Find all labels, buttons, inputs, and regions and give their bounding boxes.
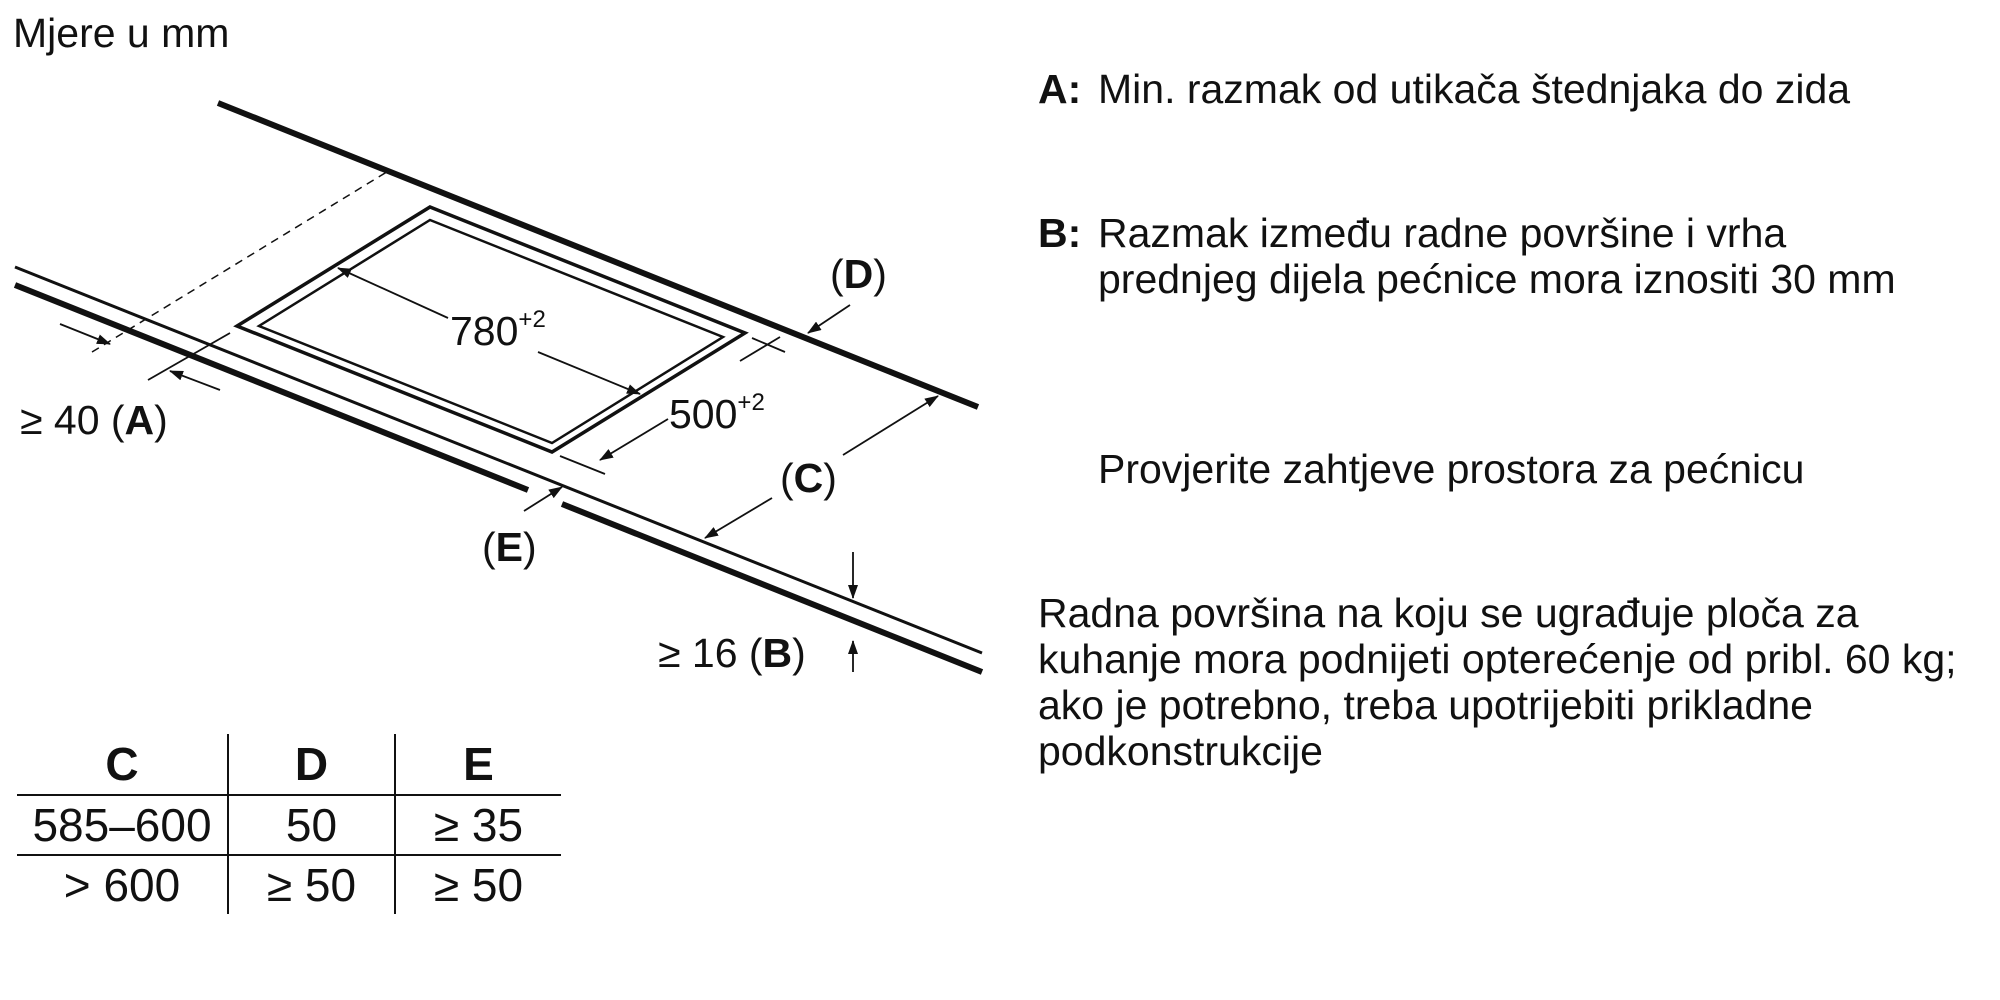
table-header-e: E [395, 734, 561, 795]
note-a [1038, 66, 1988, 112]
label-C: (C) [780, 455, 837, 501]
label-E: (E) [482, 524, 537, 570]
label-D: (D) [830, 251, 887, 297]
note-b-label: B: [1038, 210, 1082, 256]
table-cell: ≥ 50 [395, 855, 561, 914]
note-b-text: Razmak između radne površine i vrha prednjeg dijela pećnice mora iznositi 30 mm [1098, 210, 1896, 302]
note-oven-check [1038, 446, 1988, 492]
dim-A-tick-bottom [170, 371, 220, 390]
dim-780-label: $780^{+2}$ [450, 306, 546, 354]
dim-780-line-right [538, 352, 640, 394]
note-b [1038, 210, 1988, 302]
note-worktop-load [1038, 590, 1988, 774]
units-label: Mjere u mm [13, 10, 230, 56]
table-row [17, 855, 561, 914]
dim-C-line-upper [843, 396, 938, 455]
dim-E-arrow [524, 487, 562, 511]
table-cell: ≥ 50 [228, 855, 395, 914]
note-a-label: A: [1038, 66, 1082, 112]
table-cell: ≥ 35 [395, 795, 561, 855]
dim-C-line-lower [705, 498, 772, 538]
dimension-table [17, 734, 561, 914]
table-header-row [17, 734, 561, 795]
dim-D-arrow [808, 305, 850, 333]
oven-check-text: Provjerite zahtjeve prostora za pećnicu [1098, 446, 1805, 492]
dim-500-line-lower [600, 419, 668, 460]
dim-780-line-left [338, 268, 448, 318]
label-B: ≥ 16 (B) [658, 630, 806, 676]
table-cell: 50 [228, 795, 395, 855]
note-a-text: Min. razmak od utikača štednjaka do zida [1098, 66, 1851, 112]
table-header-d: D [228, 734, 395, 795]
worktop-load-text: Radna površina na koju se ugrađuje ploča za kuhanje mora podnijeti opterećenje od pribl. 60 kg; ako je potrebno, treba upotrijebiti prikladne podkonstrukcije [1038, 590, 1957, 774]
dim-A-tick-top [60, 324, 110, 344]
dim-500-ext-left [560, 456, 605, 474]
table-cell: > 600 [63, 859, 181, 911]
label-A: ≥ 40 (A) [20, 397, 168, 443]
table-header-c: C [17, 734, 228, 795]
table-cell: 585–600 [17, 795, 228, 855]
worktop [15, 103, 982, 672]
table-row [17, 795, 561, 855]
dim-500-label: $500^{+2}$ [669, 389, 765, 437]
